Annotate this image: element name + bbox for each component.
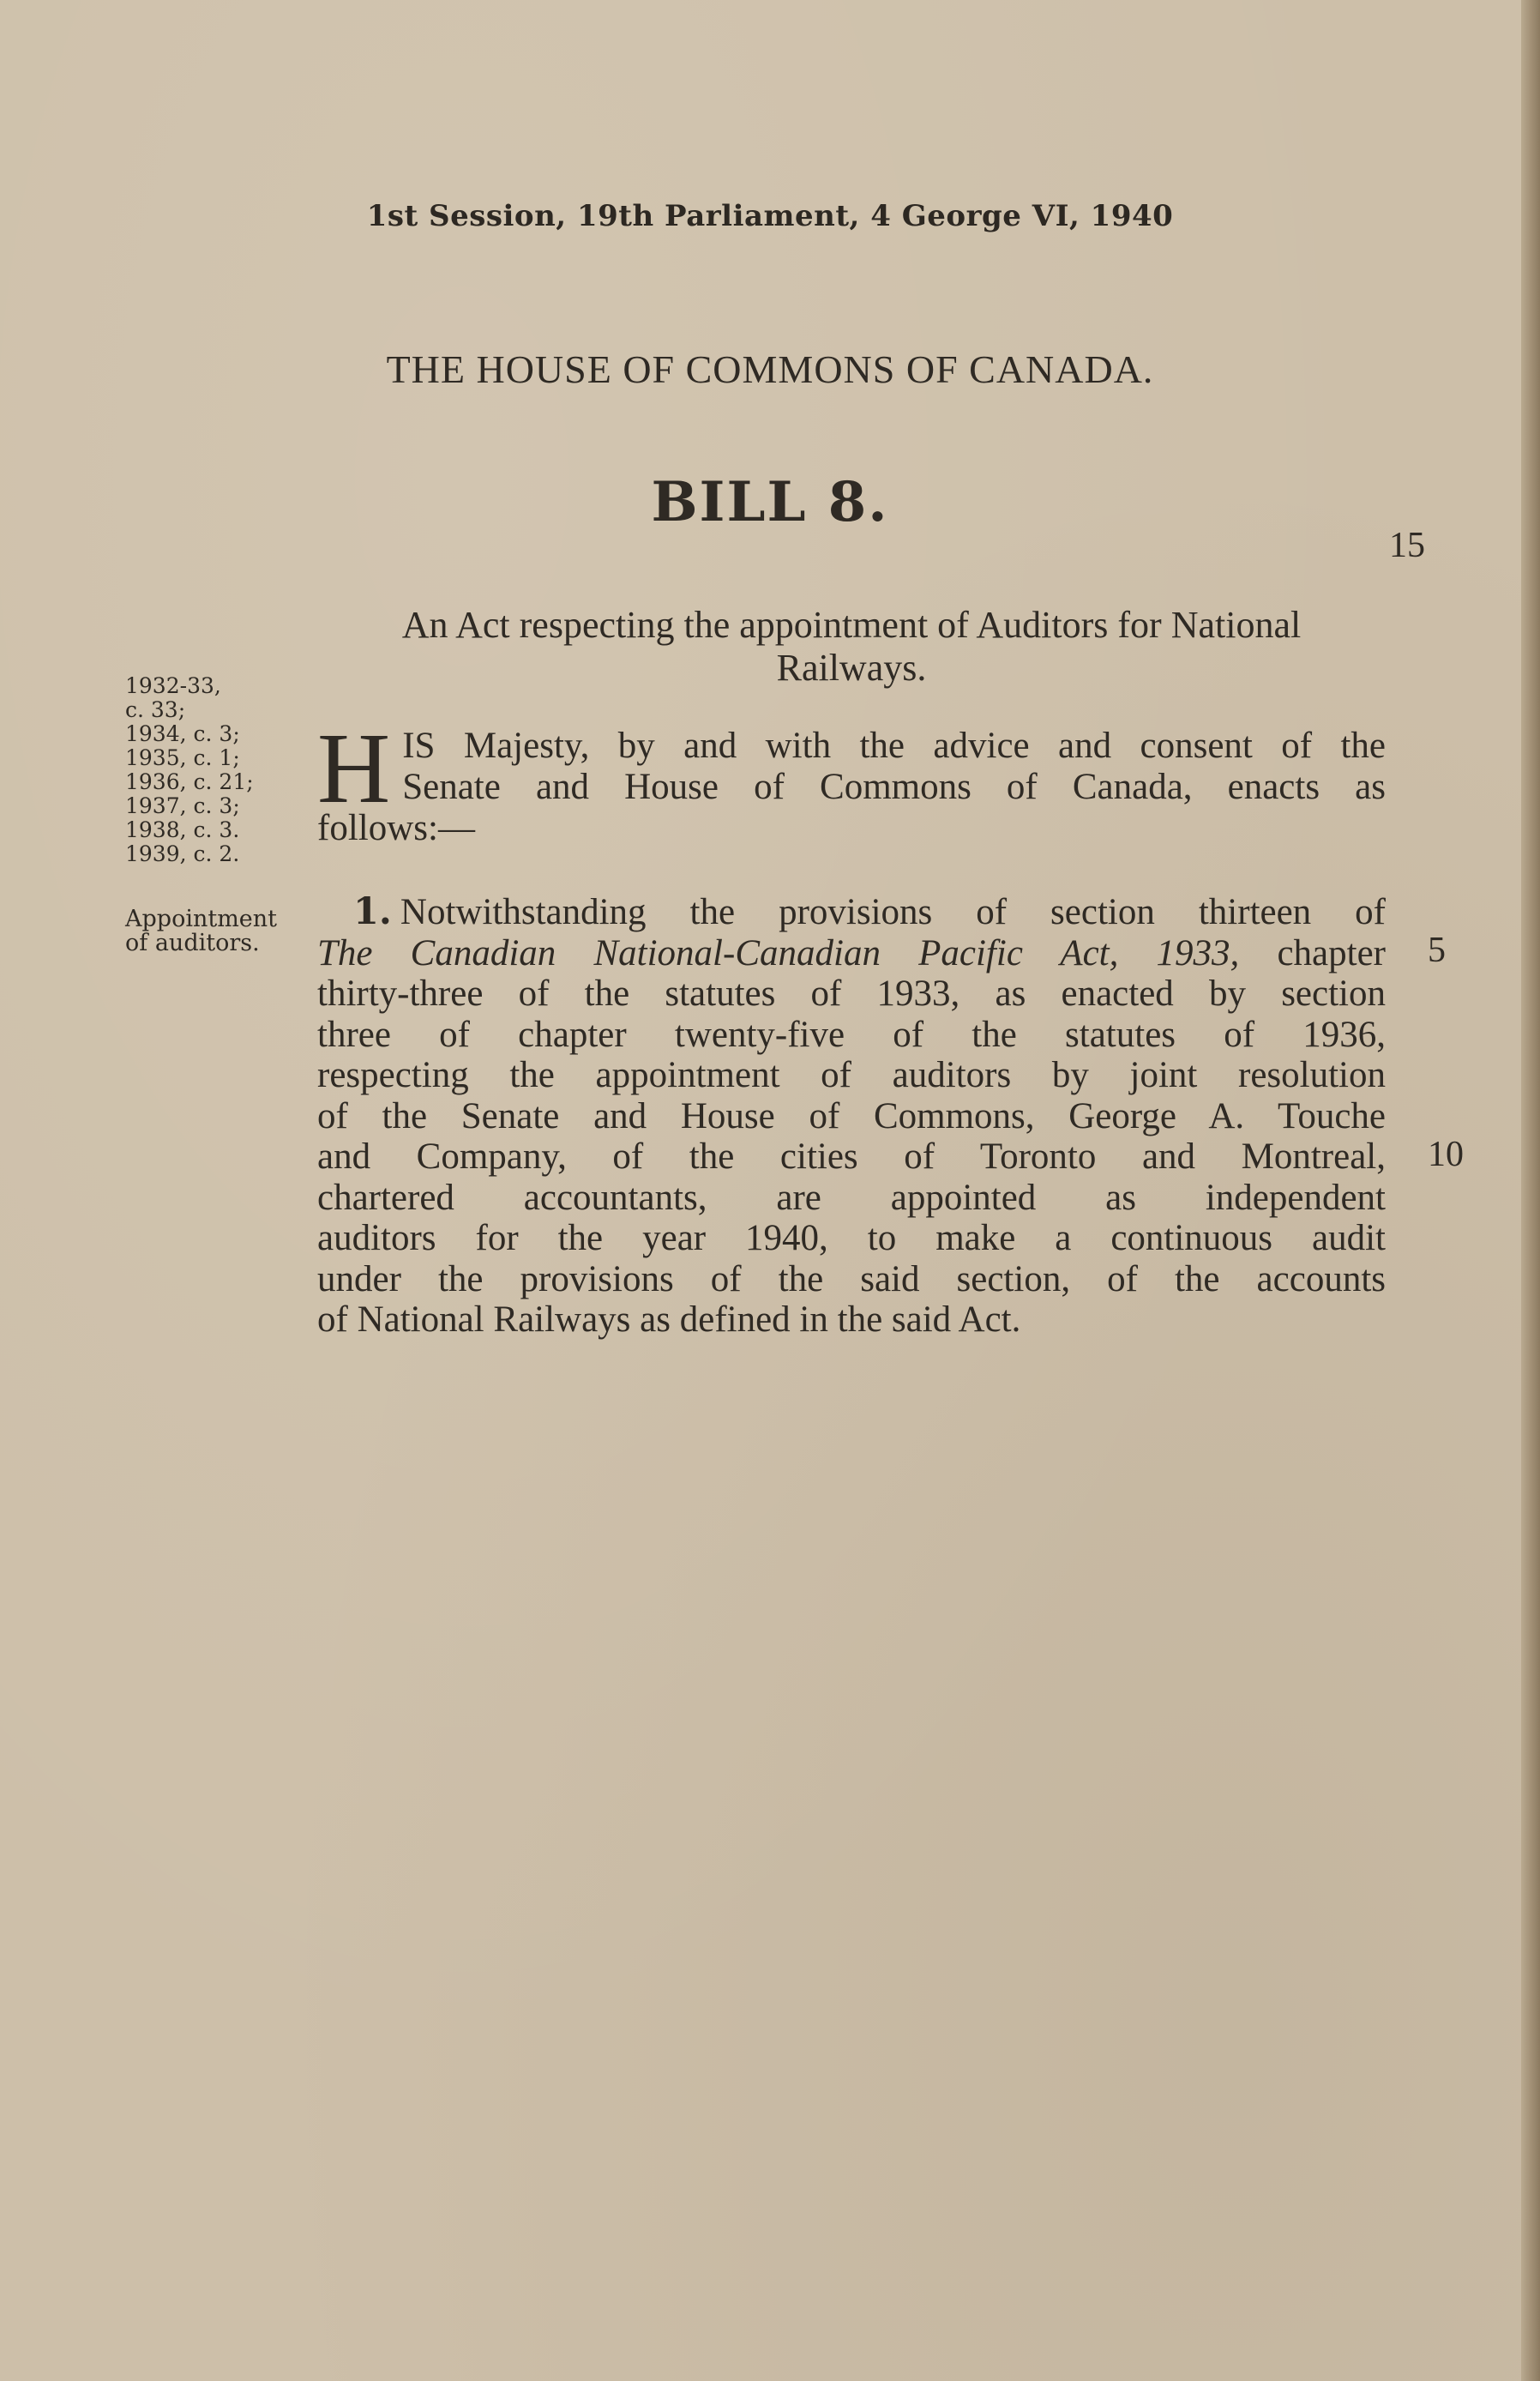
enacting-clause: [317, 712, 1386, 849]
citation: 1939, c. 2.: [125, 841, 240, 866]
section-1: [317, 892, 1386, 1341]
section-line: under the provisions of the said section, of the accounts: [317, 1258, 1386, 1299]
session-header: 1st Session, 19th Parliament, 4 George VI, 1940: [366, 199, 1174, 233]
act-citation: The Canadian National-Canadian Pacific Act, 1933,: [317, 932, 1240, 973]
section-line: of National Railways as defined in the said Act.: [317, 1299, 1021, 1340]
section-number: 1.: [353, 890, 392, 933]
margin-note: [125, 907, 305, 955]
citation: 1935, c. 1;: [125, 745, 240, 770]
citation: 1936, c. 21;: [125, 769, 254, 794]
citation: 1938, c. 3.: [125, 817, 240, 842]
margin-note-line-2: of auditors.: [125, 930, 260, 956]
section-text: Notwithstanding the provisions of section thirteen of: [400, 892, 1386, 932]
section-line: of the Senate and House of Commons, George A. Touche: [317, 1095, 1386, 1136]
drop-cap: H: [317, 712, 391, 824]
enacting-line: Senate and House of Commons of Canada, enacts as: [402, 767, 1386, 807]
citation: 1934, c. 3;: [125, 721, 240, 746]
margin-citations: [125, 674, 314, 866]
margin-note-line-1: Appointment: [125, 906, 278, 932]
line-number-10: 10: [1428, 1135, 1464, 1174]
house-heading: THE HOUSE OF COMMONS OF CANADA.: [386, 347, 1154, 391]
bill-title: BILL 8.: [651, 470, 889, 534]
act-title: [316, 604, 1387, 690]
act-title-line-2: Railways.: [776, 647, 927, 689]
page-number: 15: [1389, 526, 1425, 565]
enacting-line: follows:—: [317, 808, 475, 848]
section-line: thirty-three of the statutes of 1933, as enacted by section: [317, 973, 1386, 1014]
section-line: auditors for the year 1940, to make a continuous audit: [317, 1218, 1386, 1258]
citation: 1932-33,: [125, 673, 221, 698]
section-line: [317, 892, 1386, 933]
section-line: respecting the appointment of auditors by joint resolution: [317, 1055, 1386, 1095]
section-line: chartered accountants, are appointed as independent: [317, 1177, 1386, 1218]
enacting-line: IS Majesty, by and with the advice and consent of the: [402, 726, 1386, 766]
citation: c. 33;: [125, 697, 186, 722]
citation: 1937, c. 3;: [125, 793, 240, 818]
act-title-line-1: An Act respecting the appointment of Auditors for National: [401, 604, 1302, 646]
line-number-5: 5: [1428, 931, 1446, 970]
section-text: chapter: [1239, 932, 1386, 973]
section-line: [317, 933, 1386, 974]
section-line: and Company, of the cities of Toronto and Montreal,: [317, 1136, 1386, 1177]
section-line: three of chapter twenty-five of the statutes of 1936,: [317, 1014, 1386, 1055]
